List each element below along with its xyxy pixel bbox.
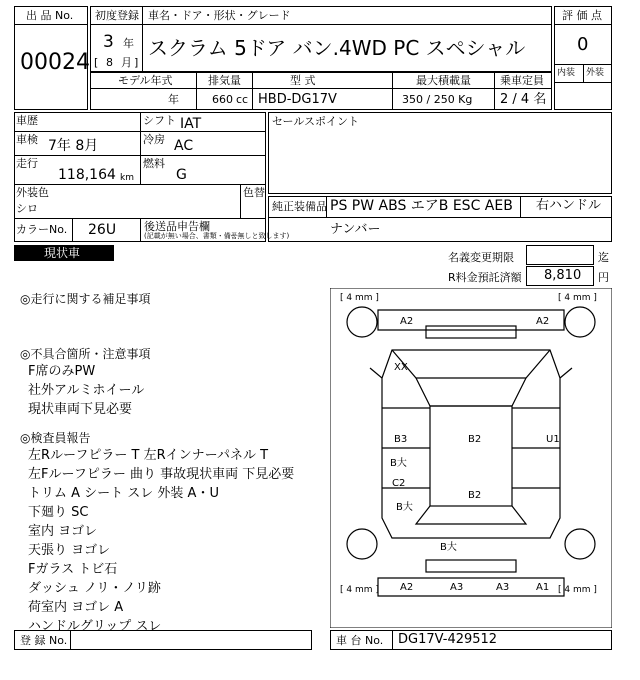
defects-list	[28, 362, 144, 419]
mark-roof-rear: B2	[468, 490, 482, 501]
first-reg-month: 8	[106, 56, 113, 69]
list-item: 荷室内 ヨゴレ A	[28, 600, 124, 615]
mark-rear-bumper-right-b: A1	[536, 582, 550, 593]
tire-label-rr: [ 4 mm ]	[558, 585, 597, 595]
mark-left-front-fender: XX	[394, 362, 408, 373]
current-state-label: 現状車	[44, 246, 81, 260]
shift: IAT	[180, 116, 202, 132]
mark-roof-front: B2	[468, 434, 482, 445]
shift-label: シフト	[143, 114, 176, 127]
list-item: 社外アルミホイール	[28, 383, 145, 398]
score-label: 評 価 点	[562, 9, 602, 22]
chassis-label: 車 台 No.	[336, 634, 384, 647]
list-item: 左Fルーフピラー 曲り 事故現状車両 下見必要	[28, 467, 295, 482]
driving-title: ◎走行に関する補足事項	[20, 292, 151, 306]
sales-point-label: セールスポイント	[272, 115, 360, 128]
recycle-label: R料金預託済額	[448, 271, 522, 284]
score: 0	[577, 34, 589, 55]
inspection-label: 車検	[16, 133, 38, 146]
aftermarket-label: 後送品申告欄	[144, 220, 210, 233]
registration-label: 登 録 No.	[20, 634, 68, 647]
mark-left-rear-door-a: B大	[390, 458, 407, 469]
mark-rear-gate: B大	[440, 542, 457, 553]
mark-left-sill: B大	[396, 502, 413, 513]
interior-label: 内装	[557, 68, 576, 78]
model-year-unit: 年	[168, 93, 179, 106]
equipment-label: 純正装備品	[272, 200, 327, 213]
list-item: 左Rルーフピラー T 左Rインナーパネル T	[28, 448, 269, 463]
list-item: 天張り ヨゴレ	[28, 543, 111, 558]
model-year-label: モデル年式	[118, 74, 173, 87]
equipment: PS PW ABS エアB ESC AEB	[330, 198, 513, 214]
mark-left-rear-door-b: C2	[392, 478, 406, 489]
exterior-color-label: 外装色	[16, 186, 49, 199]
aftermarket-note: (記載が無い場合、書類・備품無しと致します)	[144, 232, 290, 240]
mark-rear-bumper-right-a: A3	[496, 582, 510, 593]
exterior-label: 外装	[586, 68, 605, 78]
ac: AC	[174, 138, 194, 154]
displacement: 660	[212, 93, 233, 106]
mark-right-rear-panel: U1	[546, 434, 560, 445]
max-load: 350 / 250 Kg	[402, 93, 473, 106]
mark-front-bumper-right: A2	[536, 316, 550, 327]
mark-rear-bumper-left: A2	[400, 582, 414, 593]
name-change-label: 名義変更期限	[448, 251, 514, 264]
displacement-label: 排気量	[208, 74, 241, 87]
month-bracket: [	[94, 56, 99, 69]
mark-left-rear-panel: B3	[394, 434, 408, 445]
model: HBD-DG17V	[258, 92, 337, 107]
list-item: ハンドルグリップ スレ	[28, 619, 162, 634]
defects-title: ◎不具合箇所・注意事項	[20, 347, 151, 361]
color-change-label: 色替	[243, 186, 265, 199]
list-item: 下廻り SC	[28, 505, 89, 520]
month-unit: 月	[121, 56, 132, 69]
tire-label-fl: [ 4 mm ]	[340, 293, 379, 303]
inspector-title: ◎検査員報告	[20, 431, 91, 445]
ac-label: 冷房	[143, 133, 165, 146]
tire-label-rl: [ 4 mm ]	[340, 585, 379, 595]
list-item: 室内 ヨゴレ	[28, 524, 98, 539]
list-item: トリム A シート スレ 外装 A・U	[28, 486, 219, 501]
mileage-label: 走行	[16, 157, 38, 170]
capacity-label: 乗車定員	[500, 74, 544, 87]
name-change-box	[526, 245, 594, 265]
exhibit-no: 00024	[20, 50, 90, 75]
mileage: 118,164	[58, 167, 116, 183]
plate-label: ナンバー	[330, 222, 381, 237]
fuel: G	[176, 167, 187, 183]
capacity: 2 / 4 名	[500, 92, 547, 107]
first-reg-label: 初度登録	[95, 9, 139, 22]
inspection: 7年 8月	[48, 138, 99, 154]
list-item: 現状車両下見必要	[28, 402, 133, 417]
max-load-label: 最大積載量	[416, 74, 471, 87]
model-label: 型 式	[290, 74, 316, 87]
color-no: 26U	[88, 222, 117, 238]
history-label: 車歴	[16, 114, 38, 127]
list-item: Fガラス トビ石	[28, 562, 118, 577]
first-reg-year: 3	[103, 32, 114, 52]
exhibit-no-label: 出 品 No.	[26, 9, 74, 22]
name-change-unit: 迄	[598, 251, 609, 264]
tire-label-fr: [ 4 mm ]	[558, 293, 597, 303]
car-name: スクラム 5ドア バン.4WD PC スペシャル	[148, 36, 526, 60]
month-bracket-close: ]	[134, 56, 139, 69]
displacement-unit: cc	[236, 93, 249, 106]
color-no-label: カラーNo.	[16, 223, 68, 236]
recycle-unit: 円	[598, 271, 609, 284]
year-unit: 年	[123, 37, 134, 50]
exterior-color: シロ	[16, 202, 38, 215]
recycle-amount: 8,810	[544, 268, 582, 283]
mark-rear-bumper-center: A3	[450, 582, 464, 593]
mileage-unit: km	[120, 173, 134, 183]
list-item: ダッシュ ノリ・ノリ跡	[28, 581, 161, 596]
chassis-no: DG17V-429512	[398, 632, 498, 647]
steering: 右ハンドル	[536, 198, 602, 213]
mark-front-bumper-left: A2	[400, 316, 414, 327]
list-item: F席のみPW	[28, 364, 96, 379]
car-name-label: 車名・ドア・形状・グレード	[148, 9, 291, 22]
fuel-label: 燃料	[143, 157, 165, 170]
inspector-list	[28, 446, 294, 636]
car-diagram	[330, 288, 612, 628]
